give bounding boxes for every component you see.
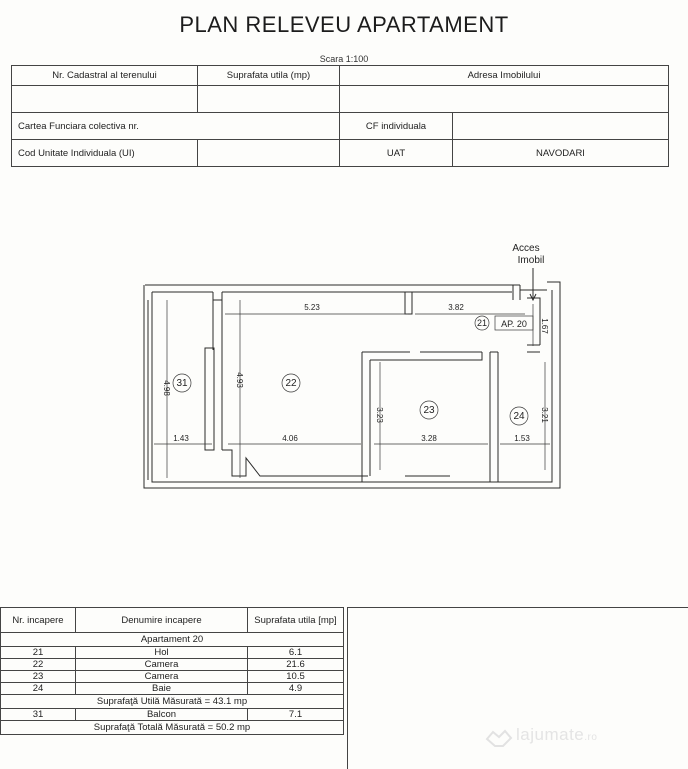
table-row [1, 659, 344, 671]
acces-label-line2: Imobil [517, 255, 545, 266]
dim-room23-height: 3.23 [375, 407, 384, 423]
rooms-table [0, 607, 344, 735]
adresa-label: Adresa Imobilului [340, 66, 669, 86]
room-nr: 31 [1, 709, 76, 721]
apartment-row: Apartament 20 [1, 633, 344, 647]
handshake-icon [485, 727, 513, 749]
util-total-row: Suprafaţă Utilă Măsurată = 43.1 mp [1, 695, 344, 709]
dim-room22-width: 4.06 [282, 434, 298, 443]
uat-label: UAT [340, 140, 453, 167]
room-area: 6.1 [248, 647, 344, 659]
room-name: Camera [76, 659, 248, 671]
room-name: Balcon [76, 709, 248, 721]
cod-ui-value [198, 140, 340, 167]
room-nr: 24 [1, 683, 76, 695]
room-area: 7.1 [248, 709, 344, 721]
room-name: Camera [76, 671, 248, 683]
room-area: 10.5 [248, 671, 344, 683]
room-31-number: 31 [176, 378, 188, 389]
dim-balcon-width: 1.43 [173, 434, 189, 443]
room-21-number: 21 [476, 318, 488, 328]
room-area: 4.9 [248, 683, 344, 695]
dim-room24-height: 3.21 [540, 407, 549, 423]
page-title: PLAN RELEVEU APARTAMENT [179, 12, 509, 37]
adresa-value [340, 86, 669, 113]
table-row [1, 709, 344, 721]
watermark-brand: lajumate [516, 725, 585, 744]
watermark-tld: .ro [584, 732, 598, 743]
cf-individuala-value [453, 113, 669, 140]
room-nr: 22 [1, 659, 76, 671]
room-23-number: 23 [423, 405, 435, 416]
table-row [1, 647, 344, 659]
acces-label-line1: Acces [512, 243, 540, 254]
watermark [516, 725, 597, 745]
dim-room24-width: 1.53 [514, 434, 530, 443]
suprafata-value [198, 86, 340, 113]
room-name: Hol [76, 647, 248, 659]
floor-plan [0, 235, 688, 505]
room-area: 21.6 [248, 659, 344, 671]
room-24-number: 24 [513, 411, 525, 422]
property-info-table [11, 65, 669, 167]
table-row [1, 683, 344, 695]
scale-label: Scara 1:100 [319, 54, 369, 64]
dim-top-right: 3.82 [448, 303, 464, 312]
dim-balcon-height: 4.98 [162, 380, 171, 396]
suprafata-label: Suprafata utila (mp) [198, 66, 340, 86]
nr-cadastral-label: Nr. Cadastral al terenului [12, 66, 198, 86]
nr-cadastral-value [12, 86, 198, 113]
grand-total-row: Suprafaţă Totală Măsurată = 50.2 mp [1, 721, 344, 735]
dim-hol-height: 1.67 [540, 318, 549, 334]
col-suprafata-header: Suprafata utila [mp] [248, 608, 344, 633]
cod-ui-label: Cod Unitate Individuala (UI) [12, 140, 198, 167]
dim-top-left: 5.23 [304, 303, 320, 312]
dim-room23-width: 3.28 [421, 434, 437, 443]
room-22-number: 22 [285, 378, 297, 389]
apartment-label: AP. 20 [501, 319, 527, 329]
room-nr: 21 [1, 647, 76, 659]
dim-room22-height: 4.93 [235, 372, 244, 388]
uat-value: NAVODARI [453, 140, 669, 167]
col-denumire-header: Denumire incapere [76, 608, 248, 633]
carte-funciara-label: Cartea Funciara colectiva nr. [12, 113, 340, 140]
cf-individuala-label: CF individuala [340, 113, 453, 140]
col-nr-header: Nr. incapere [1, 608, 76, 633]
table-row [1, 671, 344, 683]
room-name: Baie [76, 683, 248, 695]
room-nr: 23 [1, 671, 76, 683]
